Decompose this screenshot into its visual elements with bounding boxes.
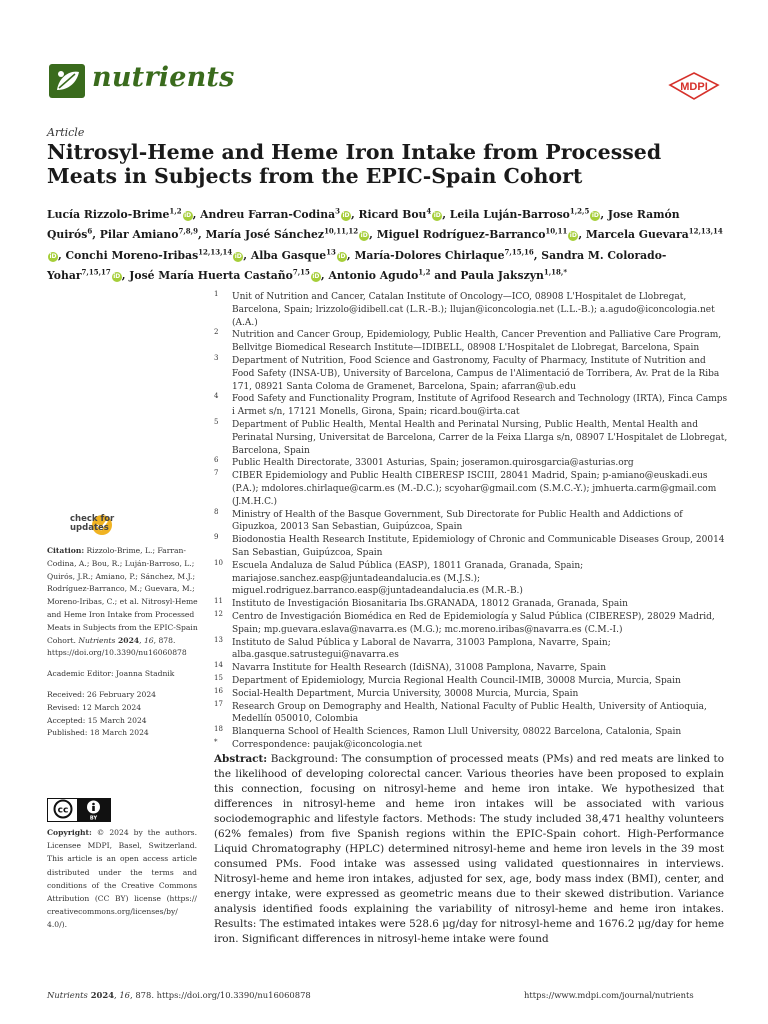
orcid-icon[interactable]: iD [312, 273, 320, 281]
author-affiliation-sup: 4 [426, 206, 432, 215]
author-name[interactable]: Antonio Agudo [328, 269, 419, 283]
affiliation-item [214, 611, 728, 637]
affiliation-text: Department of Nutrition, Food Science and Gastronomy, Faculty of Pharmacy, Institute of Nutrition and Food Safety (INSA-UB), University of Barcelona, Campus de l'Alimentació de Torribera, Av. Prat de la Riba 171, 08921 Santa Coloma de Gramenet, Barcelona, Spain; afarran@ub.edu [232, 355, 720, 392]
copyright-label: Copyright: [47, 828, 92, 837]
article-sidebar [47, 545, 199, 740]
orcid-icon[interactable]: iD [591, 211, 599, 219]
affiliation-number: 14 [214, 661, 223, 670]
affiliation-text: Unit of Nutrition and Cancer, Catalan Institute of Oncology—ICO, 08908 L'Hospitalet de Llobregat, Barcelona, Spain; lrizzolo@idibell.cat (L.R.-B.); llujan@iconcologia.net (L.L.-B.); a.agudo@iconcologia.net (A.A.) [232, 292, 715, 328]
affiliation-number: 11 [214, 597, 223, 606]
affiliation-item [214, 675, 728, 688]
affiliation-number: 9 [214, 533, 219, 542]
author-name[interactable]: José María Huerta Castaño [129, 269, 293, 283]
affiliation-number: 10 [214, 558, 223, 567]
affiliation-text: Ministry of Health of the Basque Government, Sub Directorate for Public Health and Addictions of Gipuzkoa, 20013 San Sebastian, Guipúzcoa, Spain [232, 509, 683, 533]
footer-vol: , 16 [114, 990, 131, 1000]
author-affiliation-sup: 6 [87, 226, 93, 236]
affiliation-item [214, 470, 728, 508]
affiliation-text: Public Health Directorate, 33001 Asturias, Spain; joseramon.quirosgarcia@asturias.org [232, 458, 634, 469]
affiliation-item [214, 637, 728, 663]
affiliation-text: Department of Public Health, Mental Health and Perinatal Nursing, Public Health, Mental Health and Perinatal Nursing, Universitat de Barcelona, Carrer de la Feixa Llarga s/n, 08907 L'Hospitalet de Llobregat, Barcelona, Spain [232, 419, 728, 456]
affiliation-number: 5 [214, 417, 219, 426]
author-name[interactable]: Paula Jakszyn [460, 269, 544, 283]
author-affiliation-sup: 1,18,* [543, 267, 568, 277]
affiliation-item [214, 291, 728, 329]
author-name[interactable]: Lucía Rizzolo-Brime [47, 207, 170, 221]
author-separator: , [320, 269, 329, 283]
author[interactable] [200, 208, 358, 221]
author[interactable] [450, 208, 608, 221]
affiliation-item [214, 534, 728, 560]
citation-text: Rizzolo-Brime, L.; Farran-Codina, A.; Bou, R.; Luján-Barroso, L.; Quirós, J.R.; Amiano, P.; Sánchez, M.J.; Rodríguez-Barranco, M.; Guevara, M.; Moreno-Iribas, C.; et al. Nitrosyl-Heme and Heme Iron Intake from Processed Meats in Subjects from the EPIC-Spain Cohort. [47, 546, 198, 645]
author-separator: , [243, 248, 251, 262]
orcid-icon[interactable]: iD [569, 232, 577, 240]
affiliation-item [214, 662, 728, 675]
affiliation-item [214, 457, 728, 470]
author-name[interactable]: Conchi Moreno-Iribas [65, 248, 199, 262]
affiliation-text: Blanquerna School of Health Sciences, Ramon Llull University, 08022 Barcelona, Catalonia, Spain [232, 727, 682, 738]
author[interactable] [100, 228, 206, 241]
date-revised: Revised: 12 March 2024 [47, 702, 142, 712]
abstract-label: Abstract: [214, 753, 268, 765]
author-name[interactable]: Pilar Amiano [99, 228, 179, 242]
author-affiliation-sup: 7,8,9 [178, 226, 198, 236]
affiliation-item [214, 701, 728, 727]
author[interactable] [328, 269, 460, 282]
journal-logo-icon [47, 62, 87, 100]
author-affiliation-sup: 10,11,12 [324, 226, 359, 236]
affiliation-number: 4 [214, 392, 219, 401]
author[interactable] [205, 228, 376, 241]
orcid-icon[interactable]: iD [433, 211, 441, 219]
author[interactable] [354, 249, 541, 262]
affiliation-text: CIBER Epidemiology and Public Health CIBERESP ISCIII, 28041 Madrid, Spain; p-amiano@euskadi.eus (P.A.); mdolores.chirlaque@carm.es (M.-D.C.); scyohar@gmail.com (S.M.C.-Y.); jmhuerta.carm@gmail.com (J.M.H.C.) [232, 471, 717, 507]
orcid-icon[interactable]: iD [234, 252, 242, 260]
orcid-icon[interactable]: iD [113, 273, 121, 281]
affiliation-text: Escuela Andaluza de Salud Pública (EASP), 18011 Granada, Granada, Spain; mariajose.sanchez.easp@juntadeandalucia.es (M.J.S.); miguel.rodriguez.barranco.easp@juntadeandalucia.es (M.R.-B.) [232, 560, 584, 597]
cc-text: cc [57, 805, 69, 816]
affiliation-item [214, 560, 728, 598]
citation-block [47, 545, 199, 660]
author-affiliation-sup: 10,11 [545, 226, 568, 236]
affiliation-text: Food Safety and Functionality Program, Institute of Agrifood Research and Technology (IRTA), Finca Camps i Armet s/n, 17121 Monells, Girona, Spain; ricard.bou@irta.cat [232, 394, 728, 418]
affiliation-text: Research Group on Demography and Health, National Faculty of Public Health, University of Antioquia, Medellín 050010, Colombia [232, 701, 707, 725]
affiliation-number: 17 [214, 699, 223, 708]
affiliation-number: 8 [214, 507, 219, 516]
affiliation-item [214, 726, 728, 739]
author-affiliation-sup: 3 [335, 206, 341, 215]
orcid-icon[interactable]: iD [342, 211, 350, 219]
footer-doi[interactable]: , 878. https://doi.org/10.3390/nu16060878 [130, 990, 311, 1000]
affiliation-item [214, 509, 728, 535]
abstract [214, 752, 724, 947]
author[interactable] [377, 228, 586, 241]
author-affiliation-sup: 7,15 [292, 267, 310, 277]
author-separator: , [346, 248, 355, 262]
orcid-icon[interactable]: iD [184, 211, 192, 219]
author-name[interactable]: Marcela Guevara [585, 228, 689, 242]
date-published: Published: 18 March 2024 [47, 728, 149, 738]
author-separator: , [533, 248, 542, 262]
citation-journal: Nutrients [78, 635, 116, 645]
affiliation-item [214, 329, 728, 355]
author-separator: , [369, 228, 377, 242]
affiliation-number: 15 [214, 673, 223, 682]
author-affiliation-sup: 7,15,17 [81, 267, 111, 277]
affiliation-item [214, 739, 728, 752]
article-type: Article [47, 126, 85, 139]
footer-year: 2024 [87, 990, 115, 1000]
affiliation-text: Navarra Institute for Health Research (IdiSNA), 31008 Pamplona, Navarre, Spain [232, 663, 606, 674]
author-affiliation-sup: 12,13,14 [198, 247, 233, 257]
academic-editor: Academic Editor: Joanna Stadnik [47, 669, 175, 679]
copyright-text: © 2024 by the authors. Licensee MDPI, Basel, Switzerland. This article is an open access article distributed under the terms and conditions of the Creative Commons Attribution (CC BY) license (https:// creativecommons.org/licenses/by/ 4.0/). [47, 828, 197, 930]
author-list [47, 202, 727, 284]
orcid-icon[interactable]: iD [360, 232, 368, 240]
author-name[interactable]: María-Dolores Chirlaque [354, 248, 505, 262]
author-name[interactable]: Sandra M. Colorado-Yohar [47, 248, 667, 283]
author-name[interactable]: Andreu Farran-Codina [200, 207, 336, 221]
by-text: BY [89, 815, 98, 822]
date-received: Received: 26 February 2024 [47, 689, 156, 699]
affiliation-number: 18 [214, 725, 223, 734]
author-affiliation-sup: 12,13,14 [688, 226, 723, 236]
affiliation-number: 6 [214, 456, 219, 465]
affiliation-number: * [214, 737, 218, 746]
check-for-updates-label[interactable] [70, 515, 114, 533]
citation-doi[interactable]: , 878. https://doi.org/10.3390/nu16060878 [47, 635, 187, 658]
copyright-notice [47, 826, 197, 932]
footer-citation [47, 990, 311, 1000]
affiliation-text: Correspondence: paujak@iconcologia.net [232, 739, 423, 750]
author[interactable] [251, 249, 355, 262]
author[interactable] [47, 208, 200, 221]
author[interactable] [66, 249, 251, 262]
citation-year: 2024 [115, 635, 140, 645]
affiliation-number: 16 [214, 686, 223, 695]
orcid-icon[interactable]: iD [49, 252, 57, 260]
author-name[interactable]: Leila Luján-Barroso [449, 207, 570, 221]
author-affiliation-sup: 1,2 [418, 267, 431, 277]
footer-journal-url[interactable]: https://www.mdpi.com/journal/nutrients [524, 990, 694, 1000]
author-separator: , [578, 228, 586, 242]
author-separator: , [351, 207, 359, 221]
affiliation-text: Biodonostia Health Research Institute, Epidemiology of Chronic and Communicable Diseases Group, 20014 San Sebastian, Guipúzcoa, Spain [232, 535, 725, 558]
author-affiliation-sup: 13 [326, 247, 336, 257]
affiliation-item [214, 419, 728, 457]
affiliation-item [214, 688, 728, 701]
author-separator: , [600, 207, 608, 221]
citation-vol: , 16 [139, 635, 154, 645]
author-separator: , [58, 248, 66, 262]
affiliation-text: Social-Health Department, Murcia University, 30008 Murcia, Murcia, Spain [232, 688, 579, 699]
author-affiliation-sup: 1,2 [169, 206, 182, 215]
check-label-line2: updates [70, 523, 109, 533]
affiliation-item [214, 355, 728, 393]
citation-label: Citation: [47, 546, 85, 555]
check-label-line1: check for [70, 514, 115, 524]
cc-by-license-icon[interactable] [47, 798, 111, 822]
affiliation-text: Instituto de Salud Pública y Laboral de Navarra, 31003 Pamplona, Navarre, Spain; alba.gasque.satrustegui@navarra.es [232, 637, 611, 661]
affiliation-item [214, 598, 728, 611]
mdpi-logo-text: MDPI [680, 81, 708, 93]
author[interactable] [129, 269, 328, 282]
journal-name[interactable]: nutrients [92, 62, 235, 93]
article-title: Nitrosyl-Heme and Heme Iron Intake from Processed Meats in Subjects from the EPIC-Spain Cohort [47, 140, 662, 188]
date-accepted: Accepted: 15 March 2024 [47, 715, 147, 725]
affiliation-number: 3 [214, 353, 219, 362]
author-name[interactable]: Miguel Rodríguez-Barranco [376, 228, 546, 242]
author[interactable] [359, 208, 450, 221]
author-separator: , [442, 207, 450, 221]
author-name[interactable]: Ricard Bou [358, 207, 427, 221]
affiliation-number: 12 [214, 609, 223, 618]
author-separator: , [121, 269, 130, 283]
author-separator: , [192, 207, 201, 221]
affiliation-list [214, 291, 728, 752]
affiliation-text: Department of Epidemiology, Murcia Regional Health Council-IMIB, 30008 Murcia, Murcia, Spain [232, 675, 681, 686]
affiliation-text: Instituto de Investigación Biosanitaria Ibs.GRANADA, 18012 Granada, Granada, Spain [232, 599, 628, 610]
author-affiliation-sup: 1,2,5 [569, 206, 590, 215]
affiliation-number: 1 [214, 290, 219, 298]
abstract-text: Background: The consumption of processed meats (PMs) and red meats are linked to the likelihood of developing colorectal cancer. Various theories have been proposed to explain this connection, focusing on nitrosyl-heme and heme iron intake. We hypothesized that differences in nitrosyl-heme and heme iron intakes will be associated with various sociodemographic and lifestyle factors. Methods: The study included 38,471 healthy volunteers (62% females) from five Spanish regions within the EPIC-Spain cohort. High-Performance Liquid Chromatography (HPLC) determined nitrosyl-heme and heme iron levels in the 39 most consumed PMs. Food intake was assessed using validated questionnaires in interviews. Nitrosyl-heme and heme iron intakes, adjusted for sex, age, body mass index (BMI), center, and energy intake, were expressed as geometric means due to their skewed distribution. Variance analysis identified foods explaining the variability of nitrosyl-heme and heme iron intakes. Results: The estimated intakes were 528.6 μg/day for nitrosyl-heme and 1676.2 μg/day for heme iron. Significant differences in nitrosyl-heme intake were found [214, 753, 724, 945]
affiliation-item [214, 393, 728, 419]
affiliation-text: Nutrition and Cancer Group, Epidemiology, Public Health, Cancer Prevention and Palliative Care Program, Bellvitge Biomedical Research Institute—IDIBELL, 08908 L'Hospitalet de Llobregat, Barcelona, Spain [232, 330, 722, 354]
affiliation-number: 2 [214, 328, 219, 337]
author-separator: and [430, 269, 461, 283]
author-name[interactable]: Alba Gasque [250, 248, 327, 262]
affiliation-number: 7 [214, 469, 219, 478]
author-name[interactable]: María José Sánchez [205, 228, 325, 242]
affiliation-text: Centro de Investigación Biomédica en Red de Epidemiología y Salud Pública (CIBERESP), 28029 Madrid, Spain; mp.guevara.eslava@navarra.es (M.G.); mc.moreno.iribas@navarra.es (C.M.-I.) [232, 611, 715, 635]
orcid-icon[interactable]: iD [338, 252, 346, 260]
author-affiliation-sup: 7,15,16 [504, 247, 534, 257]
author-separator: , [92, 228, 100, 242]
affiliation-number: 13 [214, 635, 223, 644]
footer-journal: Nutrients [47, 990, 88, 1000]
author-separator: , [197, 228, 206, 242]
author-name[interactable]: Jose Ramón Quirós [47, 207, 680, 242]
mdpi-logo-icon[interactable] [668, 72, 720, 100]
author[interactable] [460, 269, 567, 282]
